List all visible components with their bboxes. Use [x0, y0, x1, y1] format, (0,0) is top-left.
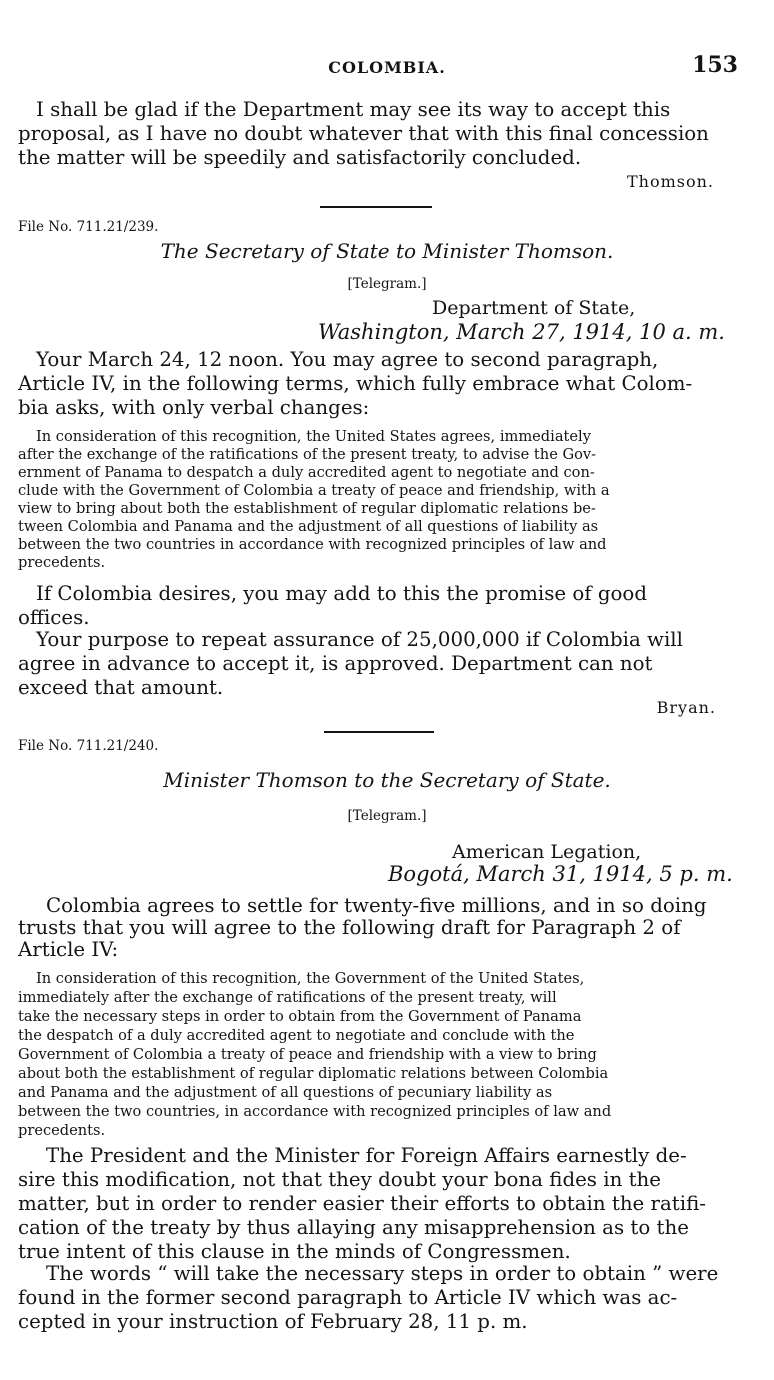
paragraph-line: exceed that amount. [18, 676, 224, 699]
quote-line: view to bring about both the establishment of regular diplomatic relations be- [18, 500, 596, 517]
running-header-title: COLOMBIA. [328, 58, 446, 77]
quote-line: tween Colombia and Panama and the adjustment of all questions of liability as [18, 518, 599, 535]
dateline-office: Department of State, [432, 297, 636, 319]
quote-line: precedents. [18, 1122, 106, 1139]
file-number: File No. 711.21/239. [18, 219, 159, 235]
paragraph-line: cation of the treaty by thus allaying any misapprehension as to the [18, 1216, 689, 1239]
telegram-label: [Telegram.] [347, 808, 427, 824]
quote-line: between the two countries in accordance with recognized principles of law and [18, 536, 607, 553]
paragraph-line: true intent of this clause in the minds of Congressmen. [18, 1240, 571, 1263]
paragraph-line: offices. [18, 606, 90, 629]
paragraph-line: Article IV, in the following terms, which fully embrace what Colom- [18, 372, 693, 395]
paragraph-line: Your March 24, 12 noon. You may agree to second paragraph, [36, 348, 659, 371]
paragraph-line: sire this modification, not that they doubt your bona fides in the [18, 1168, 661, 1191]
quote-line: In consideration of this recognition, the Government of the United States, [36, 970, 585, 987]
paragraph-line: found in the former second paragraph to Article IV which was ac- [18, 1286, 678, 1309]
section-divider [320, 206, 432, 208]
signature-bryan: Bryan. [656, 698, 716, 717]
section-divider [324, 731, 434, 733]
file-number: File No. 711.21/240. [18, 738, 159, 754]
quote-line: about both the establishment of regular diplomatic relations between Colombia [18, 1065, 609, 1082]
paragraph-line: The President and the Minister for Foreign Affairs earnestly de- [46, 1144, 687, 1167]
dateline-place-date: Washington, March 27, 1914, 10 a. m. [318, 320, 725, 344]
intro-line-3: the matter will be speedily and satisfactorily concluded. [18, 146, 582, 169]
paragraph-line: Your purpose to repeat assurance of 25,000,000 if Colombia will [36, 628, 683, 651]
paragraph-line: bia asks, with only verbal changes: [18, 396, 370, 419]
quote-line: between the two countries, in accordance with recognized principles of law and [18, 1103, 612, 1120]
quote-line: precedents. [18, 554, 106, 571]
quote-line: In consideration of this recognition, the United States agrees, immediately [36, 428, 591, 445]
document-heading: Minister Thomson to the Secretary of State. [163, 768, 611, 792]
signature-thomson: Thomson. [626, 172, 714, 191]
dateline-place-date: Bogotá, March 31, 1914, 5 p. m. [388, 862, 733, 886]
quote-line: clude with the Government of Colombia a treaty of peace and friendship, with a [18, 482, 610, 499]
quote-line: Government of Colombia a treaty of peace and friendship with a view to bring [18, 1046, 597, 1063]
quote-line: after the exchange of the ratifications of the present treaty, to advise the Gov- [18, 446, 597, 463]
telegram-label: [Telegram.] [347, 276, 427, 292]
quote-line: the despatch of a duly accredited agent to negotiate and conclude with the [18, 1027, 575, 1044]
paragraph-line: Colombia agrees to settle for twenty-five millions, and in so doing [46, 894, 707, 917]
document-heading: The Secretary of State to Minister Thomson. [160, 239, 614, 263]
paragraph-line: trusts that you will agree to the following draft for Paragraph 2 of [18, 916, 681, 939]
paragraph-line: If Colombia desires, you may add to this the promise of good [36, 582, 648, 605]
paragraph-line: The words “ will take the necessary steps in order to obtain ” were [46, 1262, 719, 1285]
quote-line: immediately after the exchange of ratifications of the present treaty, will [18, 989, 557, 1006]
paragraph-line: cepted in your instruction of February 28, 11 p. m. [18, 1310, 528, 1333]
intro-line-1: I shall be glad if the Department may see its way to accept this [36, 98, 671, 121]
paragraph-line: matter, but in order to render easier their efforts to obtain the ratifi- [18, 1192, 706, 1215]
quote-line: ernment of Panama to despatch a duly accredited agent to negotiate and con- [18, 464, 595, 481]
quote-line: take the necessary steps in order to obtain from the Government of Panama [18, 1008, 582, 1025]
quote-line: and Panama and the adjustment of all questions of pecuniary liability as [18, 1084, 553, 1101]
page-number: 153 [692, 52, 738, 78]
paragraph-line: Article IV: [18, 938, 119, 961]
intro-line-2: proposal, as I have no doubt whatever that with this final concession [18, 122, 709, 145]
paragraph-line: agree in advance to accept it, is approved. Department can not [18, 652, 653, 675]
dateline-office: American Legation, [452, 841, 642, 863]
